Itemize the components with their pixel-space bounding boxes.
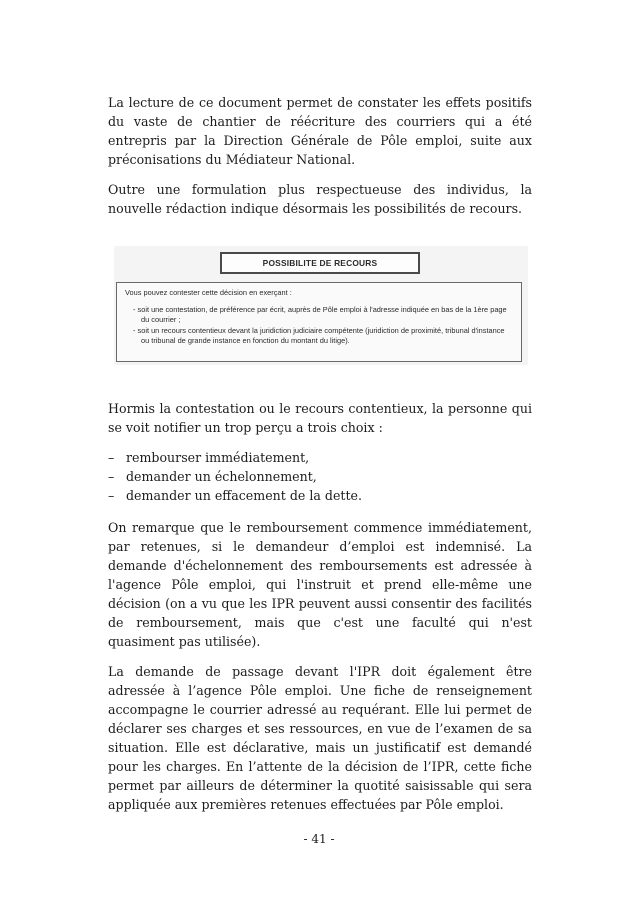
paragraph-formulation: Outre une formulation plus respectueuse des individus, la nouvelle rédaction indique désormais les possibilités de recours.: [108, 182, 532, 216]
recours-intro: Vous pouvez contester cette décision en exerçant :: [125, 288, 292, 297]
recours-box: [116, 282, 522, 362]
paragraph-intro: La lecture de ce document permet de constater les effets positifs du vaste de chantier de réécriture des courriers qui a été entrepris par la Direction Générale de Pôle emploi, suite aux préconisations du Médiateur National.: [108, 95, 532, 167]
recours-title: POSSIBILITE DE RECOURS: [220, 252, 420, 274]
list-item-text: demander un effacement de la dette.: [126, 488, 362, 503]
paragraph-ipr: La demande de passage devant l'IPR doit également être adressée à l’agence Pôle emploi. Une fiche de renseignement accompagne le courrier adressé au requérant. Elle lui permet de déclarer ses charges et ses ressources, en vue de l’examen de sa situation. Elle est déclarative, mais un justificatif est demandé pour les charges. En l’attente de la décision de l’IPR, cette fiche permet par ailleurs de déterminer la quotité saisissable qui sera appliquée aux premières retenues effectuées par Pôle emploi.: [108, 664, 532, 812]
list-item: [108, 486, 532, 505]
list-dash: –: [108, 450, 115, 465]
choices-list: [108, 448, 532, 505]
paragraph-choices-intro: Hormis la contestation ou le recours contentieux, la personne qui se voit notifier un trop perçu a trois choix :: [108, 401, 532, 435]
recours-option-contentieux: - soit un recours contentieux devant la juridiction judiciaire compétente (juridiction de proximité, tribunal d'instance ou tribunal de grande instance en fonction du montant du litige).: [133, 325, 505, 345]
page-number: - 41 -: [303, 832, 335, 846]
list-item-text: demander un échelonnement,: [126, 469, 317, 484]
list-dash: –: [108, 488, 115, 503]
recours-option-contestation: - soit une contestation, de préférence par écrit, auprès de Pôle emploi à l'adresse indiquée en bas de la 1ère page du courrier ;: [133, 304, 507, 324]
page-body: [108, 93, 532, 825]
list-item: [108, 467, 532, 486]
paragraph-remboursement: On remarque que le remboursement commence immédiatement, par retenues, si le demandeur d’emploi est indemnisé. La demande d'échelonnement des remboursements est adressée à l'agence Pôle emploi, qui l'instruit et prend elle-même une décision (on a vu que les IPR peuvent aussi consentir des facilités de remboursement, mais que c'est une faculté qui n'est quasiment pas utilisée).: [108, 520, 532, 649]
list-item-text: rembourser immédiatement,: [126, 450, 310, 465]
recours-image: [114, 246, 528, 365]
list-dash: –: [108, 469, 115, 484]
list-item: [108, 448, 532, 467]
